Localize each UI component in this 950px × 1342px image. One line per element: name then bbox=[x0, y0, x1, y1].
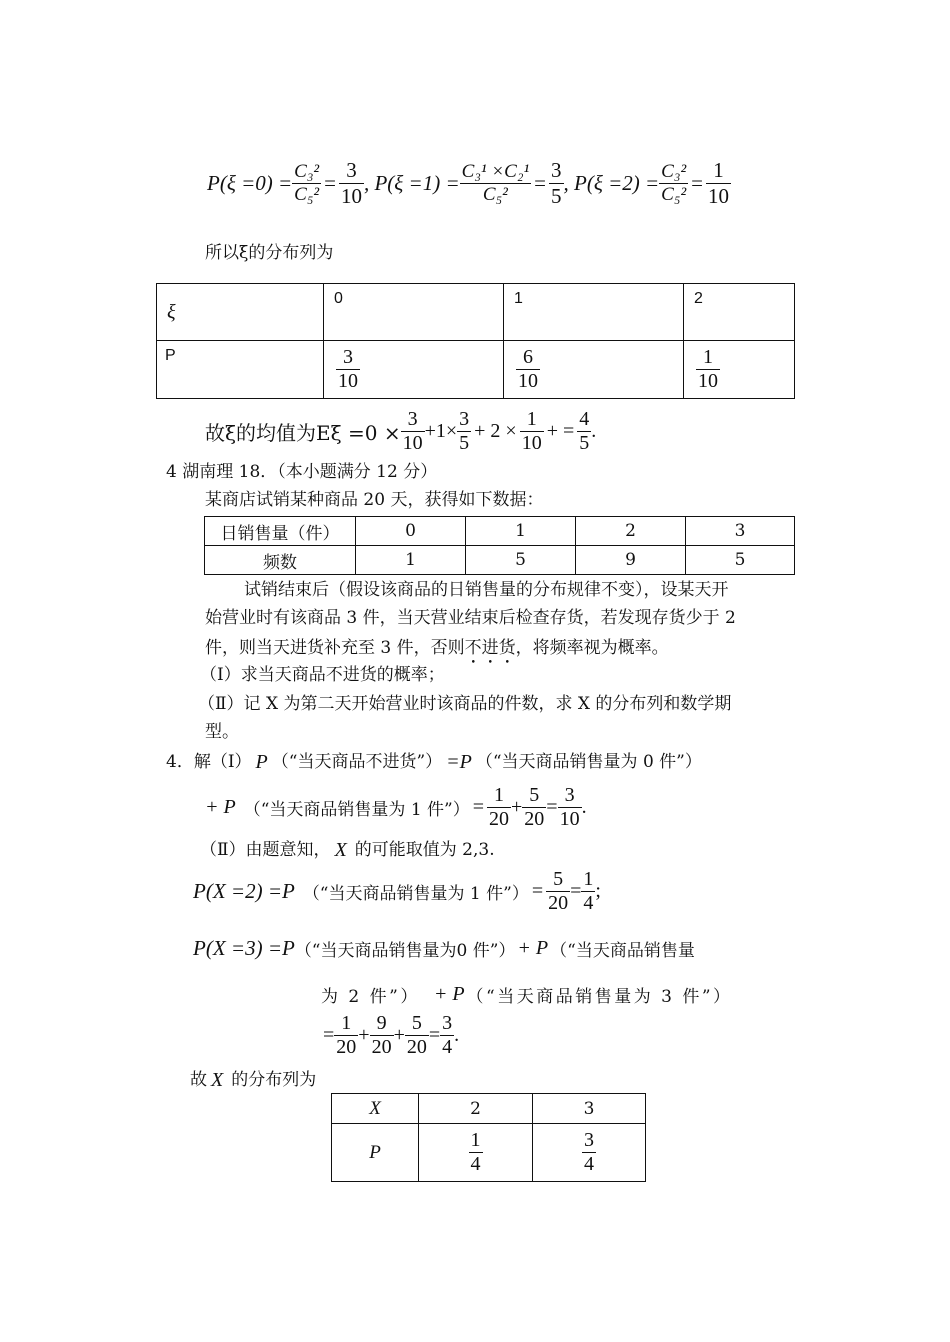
table-cell: 1 bbox=[504, 284, 684, 341]
solution-line-7: = $\frac{1}{20}$ + $\frac{9}{20}$ + $\frac{5}{20}$ = $\frac{3}{4}$ . bbox=[323, 1011, 460, 1058]
table-header-cell: P bbox=[157, 341, 324, 399]
solution-line-3: （Ⅱ）由题意知， X 的可能取值为 2,3. bbox=[200, 839, 495, 861]
fraction: $\frac{6}{10}$ bbox=[518, 346, 538, 392]
table-cell: 1 bbox=[466, 517, 576, 546]
x-distribution-table bbox=[331, 1093, 646, 1182]
table-cell: 0 bbox=[356, 517, 466, 546]
table-cell bbox=[533, 1124, 646, 1182]
solution-line-1: 4．解（I） P （“当天商品不进货”） =P （“当天商品销售量为 0 件”） bbox=[166, 751, 702, 773]
fraction: $\frac{3}{5}$ bbox=[459, 407, 470, 454]
fraction: $\frac{1}{20}$ bbox=[336, 1011, 357, 1058]
fraction: $\frac{1}{4}$ bbox=[470, 1129, 481, 1175]
question-2-cont: 型。 bbox=[205, 722, 239, 742]
emphasis-text: 不进货 bbox=[464, 638, 516, 658]
problem-intro: 某商店试销某种商品 20 天，获得如下数据： bbox=[205, 490, 544, 510]
table-header-cell: ξ bbox=[157, 284, 324, 341]
solution-line-5: P(X =3) =P （“当天商品销售量为0 件”） + P （“当天商品销售量 bbox=[193, 936, 695, 961]
table-cell bbox=[419, 1124, 533, 1182]
p-xi-0: P(ξ =0) = bbox=[207, 170, 293, 195]
fraction: $\frac{3}{4}$ bbox=[442, 1011, 453, 1058]
table-cell: 2 bbox=[576, 517, 686, 546]
problem-heading: 4 湖南理 18．（本小题满分 12 分） bbox=[166, 462, 438, 482]
fraction: $\frac{1}{20}$ bbox=[489, 783, 510, 830]
table-cell: 5 bbox=[686, 546, 795, 575]
sales-frequency-table bbox=[204, 516, 795, 575]
table-cell: 2 bbox=[419, 1094, 533, 1124]
question-1: （Ⅰ）求当天商品不进货的概率； bbox=[200, 665, 445, 685]
distribution-intro: 所以ξ的分布列为 bbox=[205, 243, 334, 263]
problem-paragraph-line: 件，则当天进货补充至 3 件，否则不进货，将频率视为概率。 bbox=[205, 638, 669, 658]
fraction: $\frac{1}{10}$ bbox=[698, 346, 718, 392]
table-cell: 3 bbox=[686, 517, 795, 546]
fraction: $\frac{1}{10}$ bbox=[521, 407, 542, 454]
table-header-cell: 频数 bbox=[205, 546, 356, 575]
table-cell bbox=[504, 341, 684, 399]
solution-line-4: P(X =2) =P （“当天商品销售量为 1 件”） = $\frac{5}{20}$ = $\frac{1}{4}$ ; bbox=[193, 867, 601, 914]
fraction: $\frac{9}{20}$ bbox=[371, 1011, 392, 1058]
fraction: $\frac{1}{10}$ bbox=[708, 157, 729, 208]
table-cell bbox=[324, 341, 504, 399]
fraction: $\frac{3}{5}$ bbox=[551, 157, 562, 208]
p-xi-1: , P(ξ =1) = bbox=[363, 170, 460, 195]
problem-paragraph-line: 试销结束后（假设该商品的日销售量的分布规律不变），设某天开 bbox=[244, 580, 729, 600]
fraction: $\frac{\text{C₃¹ ×C₂¹}}{\text{C₅²}}$ bbox=[461, 160, 530, 205]
table-cell: 3 bbox=[533, 1094, 646, 1124]
fraction: $\frac{3}{10}$ bbox=[338, 346, 358, 392]
mean-formula-line: 故ξ的均值为Eξ =0 × $\frac{3}{10}$ +1× $\frac{3}{5}$ + 2 × $\frac{1}{10}$ + = $\frac{4}{5}$ . bbox=[205, 407, 597, 454]
fraction: $\frac{5}{20}$ bbox=[548, 867, 569, 914]
fraction: $\frac{5}{20}$ bbox=[406, 1011, 427, 1058]
problem-paragraph-line: 始营业时有该商品 3 件，当天营业结束后检查存货，若发现存货少于 2 bbox=[205, 608, 736, 628]
fraction: $\frac{3}{10}$ bbox=[559, 783, 580, 830]
question-2: （Ⅱ）记 X 为第二天开始营业时该商品的件数，求 X 的分布列和数学期 bbox=[198, 694, 732, 714]
table-cell bbox=[684, 341, 795, 399]
table-cell: 9 bbox=[576, 546, 686, 575]
table-cell: 0 bbox=[324, 284, 504, 341]
fraction: $\frac{4}{5}$ bbox=[579, 407, 590, 454]
table-header-cell: 日销售量（件） bbox=[205, 517, 356, 546]
fraction: $\frac{1}{4}$ bbox=[583, 867, 594, 914]
table-cell: 5 bbox=[466, 546, 576, 575]
fraction: $\frac{3}{4}$ bbox=[584, 1129, 594, 1175]
p-xi-2: , P(ξ =2) = bbox=[563, 170, 660, 195]
xi-distribution-table bbox=[156, 283, 795, 399]
probability-formula-line: P(ξ =0) = $\frac{\text{C₃²}}{\text{C₅²}}$ = $\frac{3}{10}$ , P(ξ =1) = $\frac{\text{C₃¹ ×C₂¹}}{\text{C₅²}}$ = $\frac{3}{5}$ , P(ξ =2) = $\frac{\text{C₃²}}{\text{C₅²}}$ = $\frac{1}{10}$ bbox=[207, 157, 729, 208]
fraction: $\frac{3}{10}$ bbox=[340, 157, 362, 208]
fraction: $\frac{3}{10}$ bbox=[402, 407, 423, 454]
solution-line-6: 为 2 件”） + P （“当天商品销售量为 3 件”） bbox=[321, 983, 733, 1007]
fraction: $\frac{\text{C₃²}}{\text{C₅²}}$ bbox=[661, 160, 687, 205]
table-header-cell: X bbox=[332, 1094, 419, 1124]
solution-line-8: 故 X 的分布列为 bbox=[190, 1069, 317, 1091]
fraction: $\frac{5}{20}$ bbox=[524, 783, 545, 830]
table-header-cell: P bbox=[332, 1124, 419, 1182]
solution-line-2: + P （“当天商品销售量为 1 件”） = $\frac{1}{20}$ + $\frac{5}{20}$ = $\frac{3}{10}$ . bbox=[205, 783, 587, 830]
table-cell: 2 bbox=[684, 284, 795, 341]
fraction: $\frac{\text{C₃²}}{\text{C₅²}}$ bbox=[294, 160, 320, 205]
table-cell: 1 bbox=[356, 546, 466, 575]
